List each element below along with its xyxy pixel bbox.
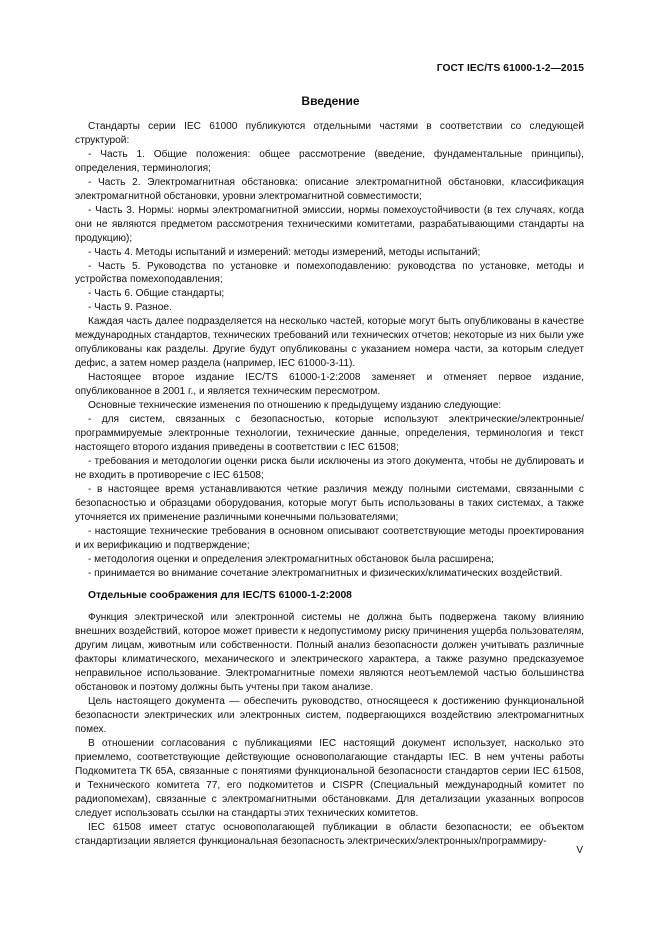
paragraph: Цель настоящего документа — обеспечить руководство, относящееся к достижению функциональной безопасности электрических или электронных систем, подвергающихся воздействию электромагнитных помех. bbox=[75, 696, 584, 736]
paragraph: Основные технические изменения по отношению к предыдущему изданию следующие: bbox=[88, 400, 502, 412]
subsection-heading: Отдельные соображения для IEC/TS 61000-1-2:2008 bbox=[88, 590, 352, 602]
paragraph: Каждая часть далее подразделяется на несколько частей, которые могут быть опубликованы в качестве международных стандартов, технических требований или технических отчетов; некоторые из них были уже опубликованы как разделы. Другие будут опубликованы с указанием номера части, за которым следует дефис, а затем номер раздела (например, IEC 61000-3-11). bbox=[75, 316, 584, 370]
list-item: - Часть 9. Разное. bbox=[88, 302, 172, 314]
list-item: - Часть 2. Электромагнитная обстановка: описание электромагнитной обстановки, классификация электромагнитной обстановки, уровни электромагнитной совместимости; bbox=[75, 176, 584, 202]
paragraph: В отношении согласования с публикациями IEC настоящий документ использует, насколько это приемлемо, соответствующие действующие основополагающие стандарты IEC. В нем учтены работы Подкомитета ТК 65А, связанные с понятиями функциональной безопасности стандартов серии IEC 61508, и Технического комитета 77, его подкомитетов и CISPR (Специальный международный комитет по радиопомехам), связанные с электромагнитными обстановками. Для детализации указанных вопросов следует использовать ссылки на стандарты этих технических комитетов. bbox=[75, 737, 584, 819]
list-item: - методология оценки и определения электромагнитных обстановок была расширена; bbox=[88, 553, 494, 565]
list-item: - Часть 4. Методы испытаний и измерений: методы измерений, методы испытаний; bbox=[88, 246, 481, 258]
document-code-header: ГОСТ IEC/TS 61000-1-2—2015 bbox=[436, 63, 584, 74]
paragraph: IEC 61508 имеет статус основополагающей публикации в области безопасности; ее объектом стандартизации является функциональная безопасность электрических/электронных/программиру- bbox=[75, 821, 584, 847]
body-text bbox=[75, 120, 584, 849]
list-item: - настоящие технические требования в основном описывают соответствующие методы проектирования и их верификацию и подтверждение; bbox=[75, 525, 584, 551]
list-item: - Часть 6. Общие стандарты; bbox=[88, 288, 225, 300]
paragraph: Настоящее второе издание IEC/TS 61000-1-2:2008 заменяет и отменяет первое издание, опубликованное в 2001 г., и является техническим пересмотром. bbox=[75, 372, 584, 398]
list-item: - требования и методологии оценки риска были исключены из этого документа, чтобы не дублировать и не входить в противоречие с IEC 61508; bbox=[75, 455, 584, 481]
paragraph: Функция электрической или электронной системы не должна быть подвержена такому влиянию внешних воздействий, которое может привести к недопустимому риску причинения ущерба пользователям, другим лицам, животным или собственности. Полный анализ безопасности должен учитывать различные факторы климатического, механического и электрического характера, а также разумно предсказуемое неправильное использование. Электромагнитные помехи являются неотъемлемой частью большинства обстановок и поэтому должны быть учтены при таком анализе. bbox=[75, 612, 584, 694]
list-item: - Часть 3. Нормы: нормы электромагнитной эмиссии, нормы помехоустойчивости (в тех случаях, когда они не являются предметом рассмотрения техническими комитетами, разрабатывающими стандарты на продукцию); bbox=[75, 204, 584, 244]
list-item: - принимается во внимание сочетание электромагнитных и физических/климатических воздействий. bbox=[88, 567, 563, 579]
paragraph: Стандарты серии IEC 61000 публикуются отдельными частями в соответствии со следующей структурой: bbox=[75, 121, 584, 146]
list-item: - Часть 1. Общие положения: общее рассмотрение (введение, фундаментальные принципы), определения, терминология; bbox=[75, 148, 584, 174]
page-number: V bbox=[576, 845, 583, 856]
list-item: - для систем, связанных с безопасностью, которые используют электрические/электронные/программируемые электронные технологии, технические данные, определения, терминология и текст настоящего второго издания приведены в соответствии с IEC 61508; bbox=[75, 414, 584, 453]
list-item: - Часть 5. Руководства по установке и помехоподавлению: руководства по установке, методы и устройства помехоподавления; bbox=[75, 260, 584, 286]
list-item: - в настоящее время устанавливаются четкие различия между полными системами, связанными с безопасностью и образцами оборудования, которые могут быть использованы в таких системах, а также уточняется их применение различными конечными пользователями; bbox=[75, 483, 584, 523]
section-title: Введение bbox=[301, 94, 360, 108]
